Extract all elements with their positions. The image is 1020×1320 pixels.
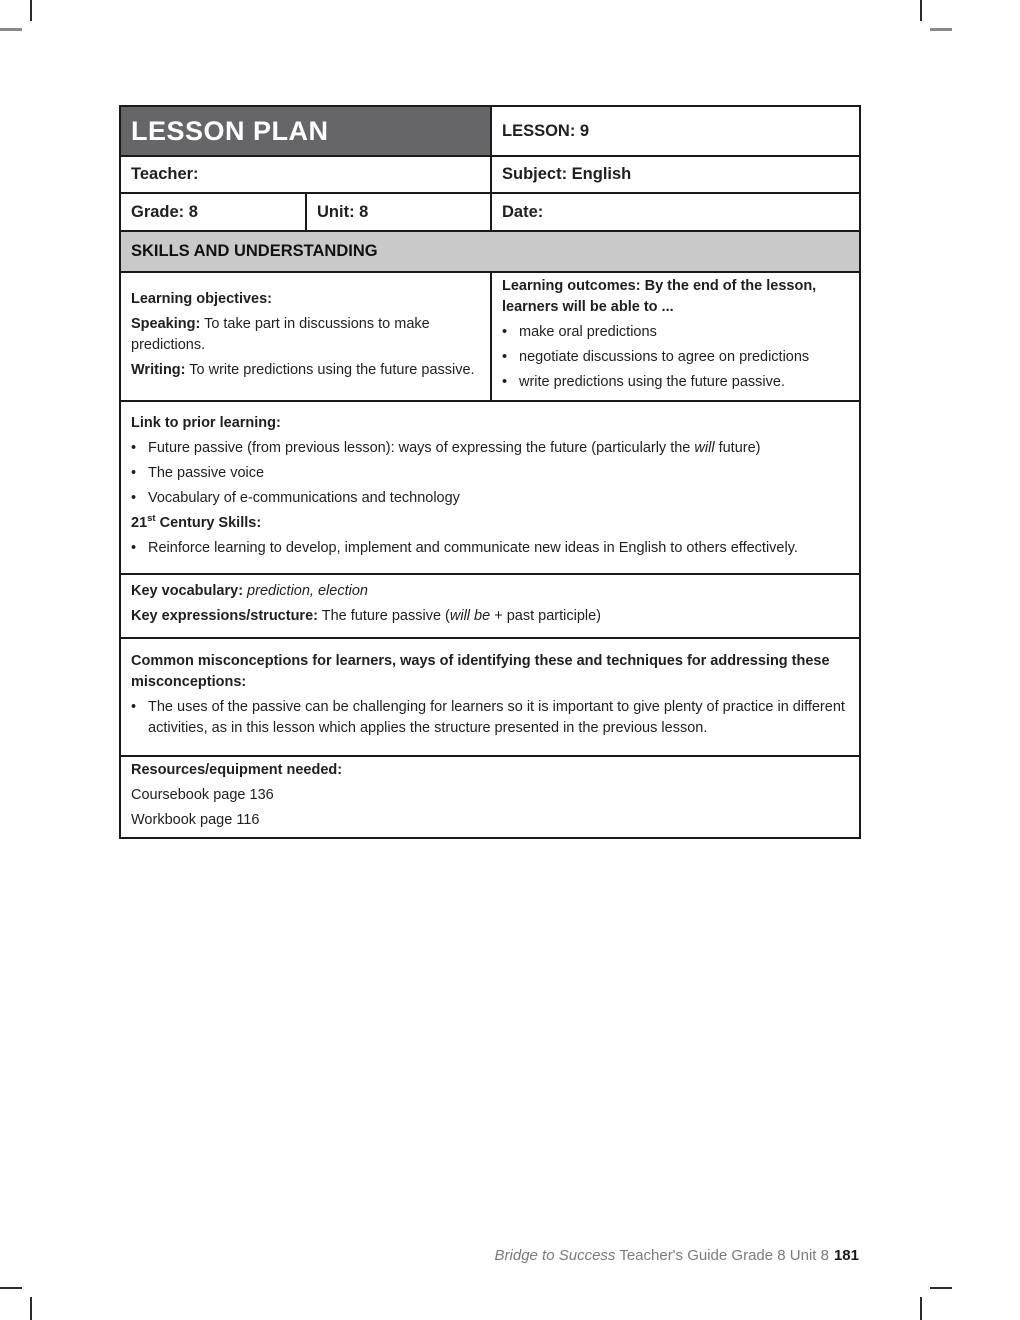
century-skills-bullet: • Reinforce learning to develop, implement and communicate new ideas in English to others effectively. <box>131 538 849 559</box>
grade-cell: Grade: 8 <box>120 193 306 231</box>
table-row <box>120 156 860 193</box>
resources-heading: Resources/equipment needed: <box>131 761 343 778</box>
page-footer <box>478 1230 859 1281</box>
prior-learning-heading: Link to prior learning: <box>131 414 281 431</box>
learning-objectives-cell <box>120 272 491 401</box>
resource-line: Coursebook page 136 <box>131 786 274 803</box>
footer-series-title: Bridge to Success <box>494 1247 616 1264</box>
lesson-plan-title: LESSON PLAN <box>131 115 329 146</box>
table-row <box>120 231 860 272</box>
bullet-icon <box>131 697 148 739</box>
table-row <box>120 106 860 156</box>
subject-cell: Subject: English <box>491 156 860 193</box>
footer-guide-text: Teacher's Guide Grade 8 Unit 8 <box>615 1247 829 1264</box>
skills-band: SKILLS AND UNDERSTANDING <box>120 231 860 272</box>
prior-learning-bullet: • Future passive (from previous lesson): ways of expressing the future (particularly the will future) <box>131 438 849 459</box>
table-row <box>120 193 860 231</box>
misconceptions-cell <box>120 638 860 756</box>
objective-speaking: Speaking: To take part in discussions to make predictions. <box>131 315 430 353</box>
crop-mark-bottom-right-vertical <box>920 1297 922 1320</box>
misconceptions-bullet: • The uses of the passive can be challenging for learners so it is important to give plenty of practice in different activities, as in this lesson which applies the structure presented in the previous lesson. <box>131 697 849 739</box>
bullet-icon <box>131 538 148 559</box>
crop-mark-top-right-horizontal <box>930 28 952 31</box>
bullet-icon <box>131 463 148 484</box>
crop-mark-bottom-right-horizontal <box>930 1287 952 1289</box>
outcome-bullet: • make oral predictions <box>502 322 849 343</box>
lesson-number-cell: LESSON: 9 <box>491 106 860 156</box>
crop-mark-bottom-left-vertical <box>30 1297 32 1320</box>
table-row <box>120 574 860 638</box>
resource-line: Workbook page 116 <box>131 811 260 828</box>
prior-learning-bullet: • Vocabulary of e-communications and technology <box>131 488 849 509</box>
misconceptions-heading: Common misconceptions for learners, ways of identifying these and techniques for addressing these misconceptions: <box>131 653 830 690</box>
date-cell: Date: <box>491 193 860 231</box>
crop-mark-bottom-left-horizontal <box>0 1287 22 1289</box>
bullet-icon <box>131 438 148 459</box>
lesson-plan-title-cell <box>120 106 491 156</box>
table-row <box>120 638 860 756</box>
outcomes-heading: Learning outcomes: By the end of the lesson, learners will be able to ... <box>502 278 817 315</box>
footer-page-number: 181 <box>833 1247 859 1264</box>
crop-mark-top-left-vertical <box>30 0 32 21</box>
crop-mark-top-left-horizontal <box>0 28 22 31</box>
century-skills-heading: 21st Century Skills: <box>131 512 262 531</box>
learning-outcomes-cell <box>491 272 860 401</box>
resources-cell <box>120 756 860 838</box>
outcome-bullet: • negotiate discussions to agree on predictions <box>502 347 849 368</box>
key-expressions-line: Key expressions/structure: The future passive (will be + past participle) <box>131 608 602 624</box>
prior-learning-cell <box>120 401 860 574</box>
bullet-icon <box>502 322 519 343</box>
key-vocabulary-cell <box>120 574 860 638</box>
crop-mark-top-right-vertical <box>920 0 922 21</box>
objective-writing: Writing: To write predictions using the future passive. <box>131 361 475 378</box>
table-row <box>120 756 860 838</box>
prior-learning-bullet: • The passive voice <box>131 463 849 484</box>
unit-cell: Unit: 8 <box>306 193 491 231</box>
lesson-plan-table <box>119 105 861 839</box>
objectives-heading: Learning objectives: <box>131 290 273 307</box>
key-vocabulary-line: Key vocabulary: prediction, election <box>131 583 368 599</box>
bullet-icon <box>131 488 148 509</box>
bullet-icon <box>502 347 519 368</box>
bullet-icon <box>502 372 519 393</box>
outcome-bullet: • write predictions using the future passive. <box>502 372 849 393</box>
table-row <box>120 401 860 574</box>
table-row <box>120 272 860 401</box>
teacher-cell: Teacher: <box>120 156 491 193</box>
